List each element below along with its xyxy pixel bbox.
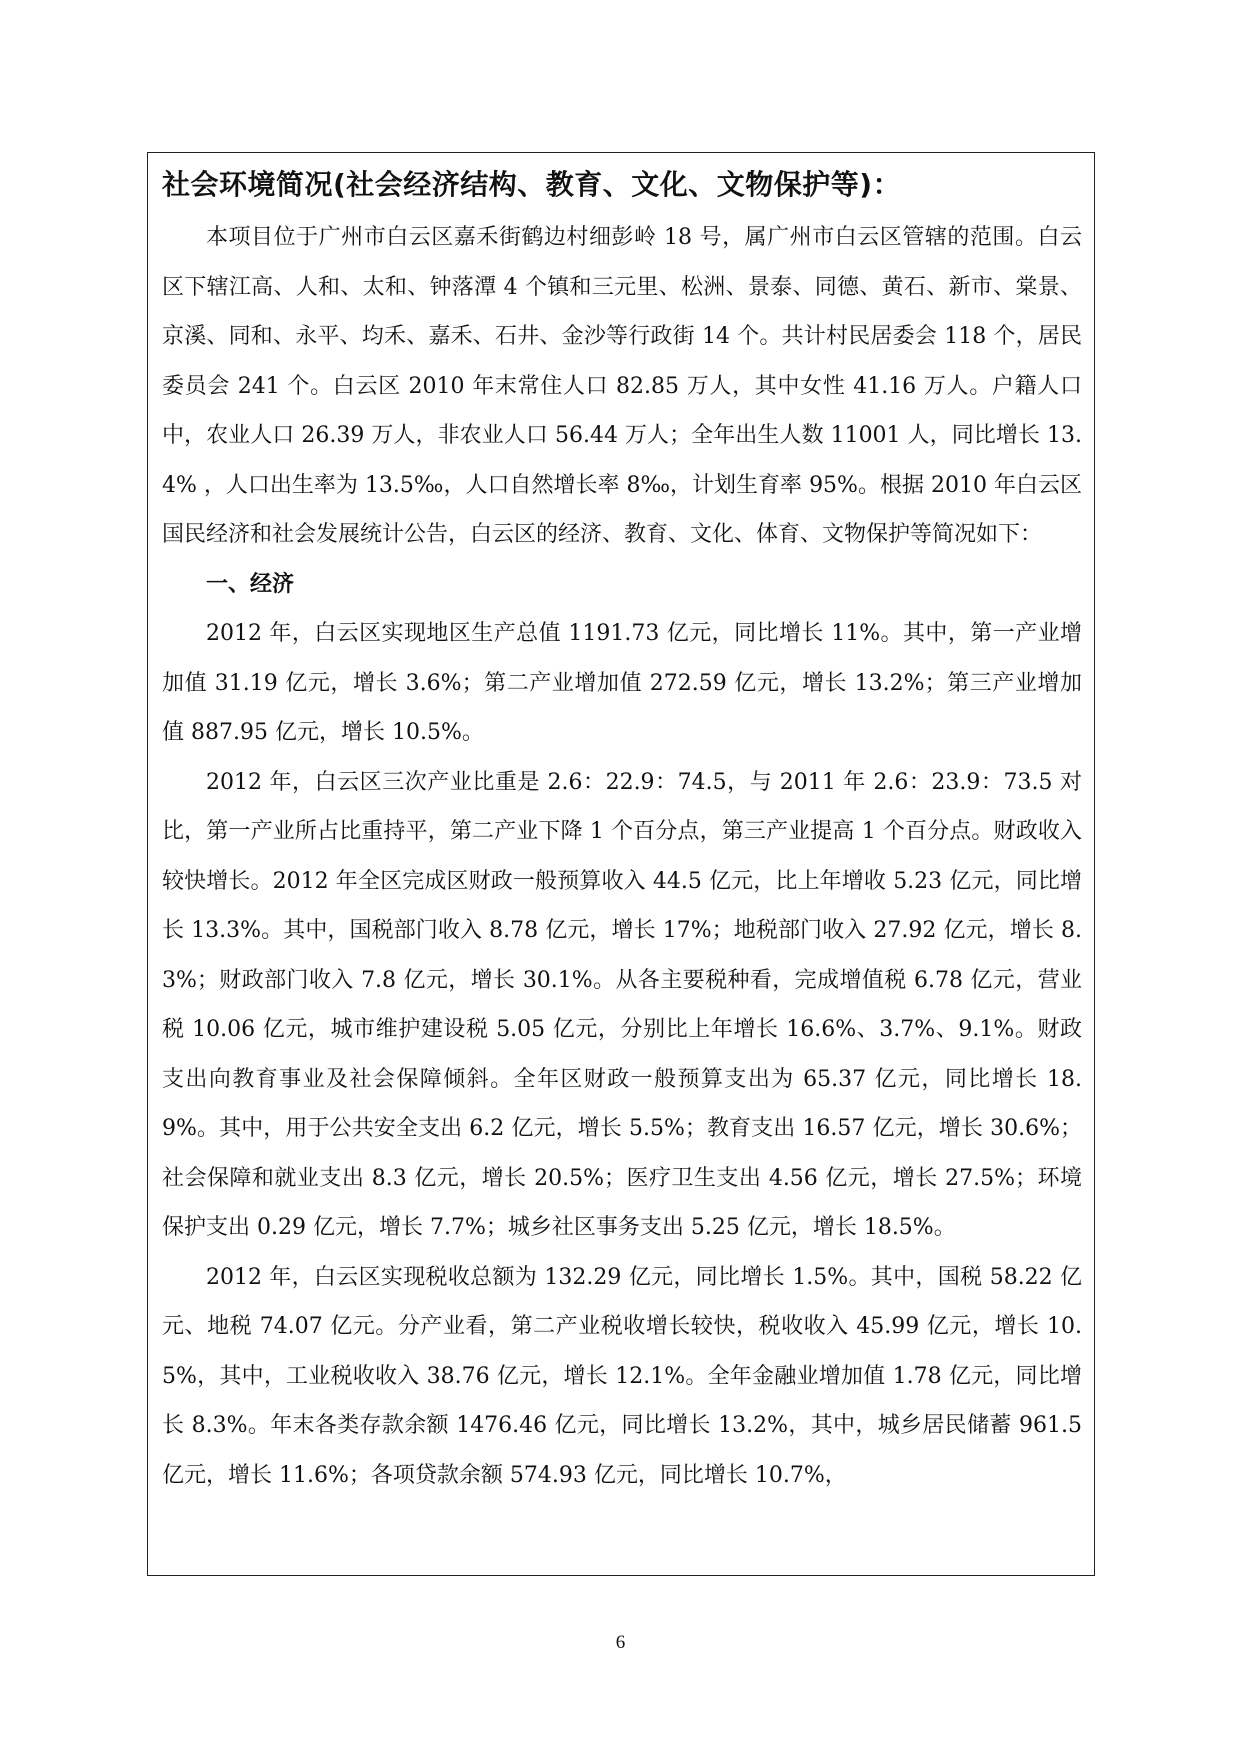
subheading-economy: 一、经济: [206, 571, 295, 597]
paragraph-industry-finance: 2012 年，白云区三次产业比重是 2.6：22.9：74.5，与 2011 年 2.6：23.9：73.5 对比，第一产业所占比重持平，第二产业下降 1 个百分点，第三产业提高 1 个百分点。财政收入较快增长。2012 年全区完成区财政一般预算收入 44.5 亿元，比上年增收 5.23 亿元，同比增长 13.3%。其中，国税部门收入 8.78 亿元，增长 17%；地税部门收入 27.92 亿元，增长 8.3%；财政部门收入 7.8 亿元，增长 30.1%。从各主要税种看，完成增值税 6.78 亿元，营业税 10.06 亿元，城市维护建设税 5.05 亿元，分别比上年增长 16.6%、3.7%、9.1%。财政支出向教育事业及社会保障倾斜。全年区财政一般预算支出为 65.37 亿元，同比增长 18.9%。其中，用于公共安全支出 6.2 亿元，增长 5.5%；教育支出 16.57 亿元，增长 30.6%；社会保障和就业支出 8.3 亿元，增长 20.5%；医疗卫生支出 4.56 亿元，增长 27.5%；环境保护支出 0.29 亿元，增长 7.7%；城乡社区事务支出 5.25 亿元，增长 18.5%。: [162, 769, 1082, 1240]
paragraph-gdp: 2012 年，白云区实现地区生产总值 1191.73 亿元，同比增长 11%。其中，第一产业增加值 31.19 亿元，增长 3.6%；第二产业增加值 272.59 亿元，增长 13.2%；第三产业增加值 887.95 亿元，增长 10.5%。: [162, 621, 1082, 745]
paragraph-tax-banking: 2012 年，白云区实现税收总额为 132.29 亿元，同比增长 1.5%。其中，国税 58.22 亿元、地税 74.07 亿元。分产业看，第二产业税收增长较快，税收收入 45.99 亿元，增长 10.5%，其中，工业税收收入 38.76 亿元，增长 12.1%。全年金融业增加值 1.78 亿元，同比增长 8.3%。年末各类存款余额 1476.46 亿元，同比增长 13.2%，其中，城乡居民储蓄 961.5 亿元，增长 11.6%；各项贷款余额 574.93 亿元，同比增长 10.7%，: [162, 1264, 1082, 1488]
section-body: [162, 213, 1082, 1500]
paragraph-overview: 本项目位于广州市白云区嘉禾街鹤边村细彭岭 18 号，属广州市白云区管辖的范围。白云区下辖江高、人和、太和、钟落潭 4 个镇和三元里、松洲、景泰、同德、黄石、新市、棠景、京溪、同和、永平、均禾、嘉禾、石井、金沙等行政街 14 个。共计村民居委会 118 个，居民委员会 241 个。白云区 2010 年末常住人口 82.85 万人，其中女性 41.16 万人。户籍人口中，农业人口 26.39 万人，非农业人口 56.44 万人；全年出生人数 11001 人，同比增长 13.4% ，人口出生率为 13.5‰，人口自然增长率 8‰，计划生育率 95%。根据 2010 年白云区国民经济和社会发展统计公告，白云区的经济、教育、文化、体育、文物保护等简况如下：: [162, 225, 1082, 547]
page-number: 6: [615, 1632, 626, 1653]
section-title: 社会环境简况(社会经济结构、教育、文化、文物保护等)：: [162, 168, 902, 201]
content-table-cell: [147, 152, 1095, 1576]
